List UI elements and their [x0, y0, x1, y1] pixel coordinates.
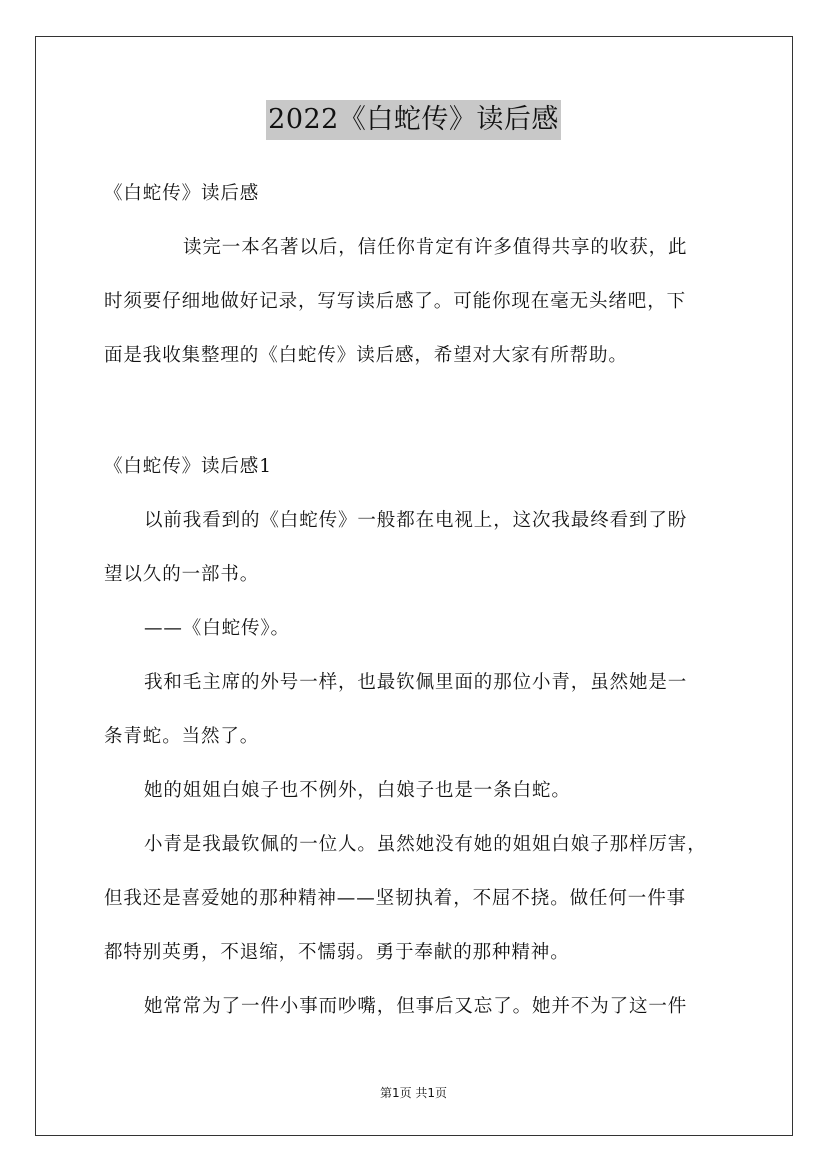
body-line: 但我还是喜爱她的那种精神——坚韧执着，不屈不挠。做任何一件事: [104, 888, 687, 909]
intro-line: 读完一本名著以后，信任你肯定有许多值得共享的收获，此: [183, 237, 688, 258]
body-line: 条青蛇。当然了。: [104, 726, 260, 747]
body-line: 望以久的一部书。: [104, 564, 260, 585]
document-subtitle: 《白蛇传》读后感: [104, 183, 260, 204]
body-line: 小青是我最钦佩的一位人。虽然她没有她的姐姐白娘子那样厉害，: [144, 834, 707, 855]
body-line: 她的姐姐白娘子也不例外，白娘子也是一条白蛇。: [144, 780, 571, 801]
intro-line: 面是我收集整理的《白蛇传》读后感，希望对大家有所帮助。: [104, 345, 628, 366]
body-line: 以前我看到的《白蛇传》一般都在电视上，这次我最终看到了盼: [144, 510, 688, 531]
document-title: 2022《白蛇传》读后感: [266, 100, 561, 140]
body-line: 都特别英勇，不退缩，不懦弱。勇于奉献的那种精神。: [104, 942, 570, 963]
page-footer: 第1页 共1页: [379, 1086, 448, 1100]
section-heading: 《白蛇传》读后感1: [104, 456, 272, 477]
body-line: 我和毛主席的外号一样，也最钦佩里面的那位小青，虽然她是一: [144, 672, 688, 693]
intro-line: 时须要仔细地做好记录，写写读后感了。可能你现在毫无头绪吧，下: [104, 291, 687, 312]
body-line: 她常常为了一件小事而吵嘴，但事后又忘了。她并不为了这一件: [144, 996, 688, 1017]
body-line: ——《白蛇传》。: [144, 618, 290, 639]
